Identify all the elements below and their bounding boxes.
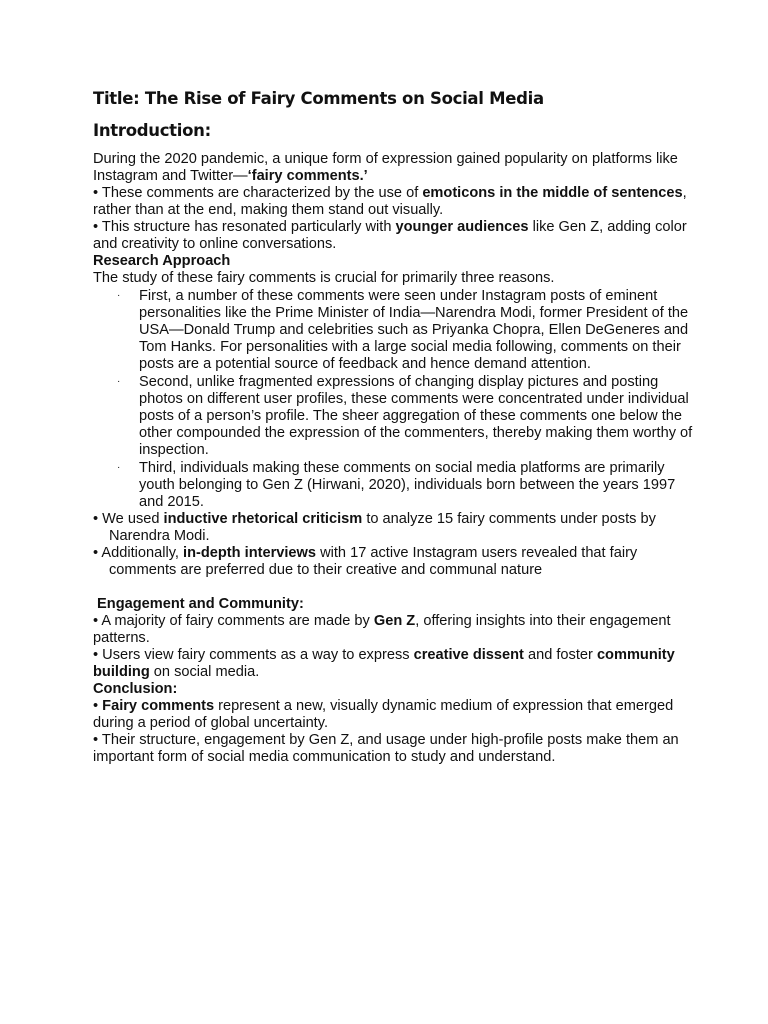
conclusion-bullet: • Fairy comments represent a new, visually dynamic medium of expression that emerged during a period of global uncertainty. (93, 698, 674, 731)
intro-bullet: • These comments are characterized by the use of emoticons in the middle of sentences, rather than at the end, making them stand out visually. (93, 185, 687, 218)
introduction-heading: Introduction: (93, 121, 211, 140)
document-title: Title: The Rise of Fairy Comments on Social Media (93, 89, 544, 108)
reason-item: · First, a number of these comments were seen under Instagram posts of eminent personalities like the Prime Minister of India—Narendra Modi, former President of the USA—Donald Trump and celebrities such as Priyanka Chopra, Ellen DeGeneres and Tom Hanks. For personalities with a large social media following, comments on their posts are a potential source of feedback and hence demand attention. (117, 288, 689, 372)
bullet-dot-icon: · (117, 290, 121, 301)
intro-bullet: • This structure has resonated particularly with younger audiences like Gen Z, adding color and creativity to online conversations. (93, 219, 687, 252)
reason-item: · Second, unlike fragmented expressions of changing display pictures and posting photos on different user profiles, these comments were concentrated under individual posts of a person’s profile. The sheer aggregation of these comments one below the other compounded the expression of the commenters, thereby making them worthy of inspection. (117, 374, 693, 458)
engagement-bullet: • A majority of fairy comments are made by Gen Z, offering insights into their engagement patterns. (93, 613, 671, 646)
engagement-bullet: • Users view fairy comments as a way to express creative dissent and foster community building on social media. (93, 647, 675, 680)
research-approach-heading: Research Approach (93, 253, 231, 269)
method-bullet: • Additionally, in-depth interviews with 17 active Instagram users revealed that fairy comments are preferred due to their creative and communal nature (93, 545, 638, 578)
method-bullet: • We used inductive rhetorical criticism to analyze 15 fairy comments under posts by Narendra Modi. (93, 511, 656, 544)
bullet-dot-icon: · (117, 462, 121, 473)
bullet-dot-icon: · (117, 376, 121, 387)
conclusion-heading: Conclusion: (93, 681, 178, 697)
engagement-heading: Engagement and Community: (93, 596, 304, 612)
spacer (93, 579, 693, 596)
reason-item: · Third, individuals making these comments on social media platforms are primarily youth belonging to Gen Z (Hirwani, 2020), individuals born between the years 1997 and 2015. (117, 460, 676, 510)
research-lead: The study of these fairy comments is crucial for primarily three reasons. (93, 270, 555, 286)
document-body (93, 151, 693, 766)
conclusion-bullet: • Their structure, engagement by Gen Z, and usage under high-profile posts make them an important form of social media communication to study and understand. (93, 732, 679, 765)
intro-paragraph: During the 2020 pandemic, a unique form of expression gained popularity on platforms like Instagram and Twitter—‘fairy comments.’ (93, 151, 678, 184)
